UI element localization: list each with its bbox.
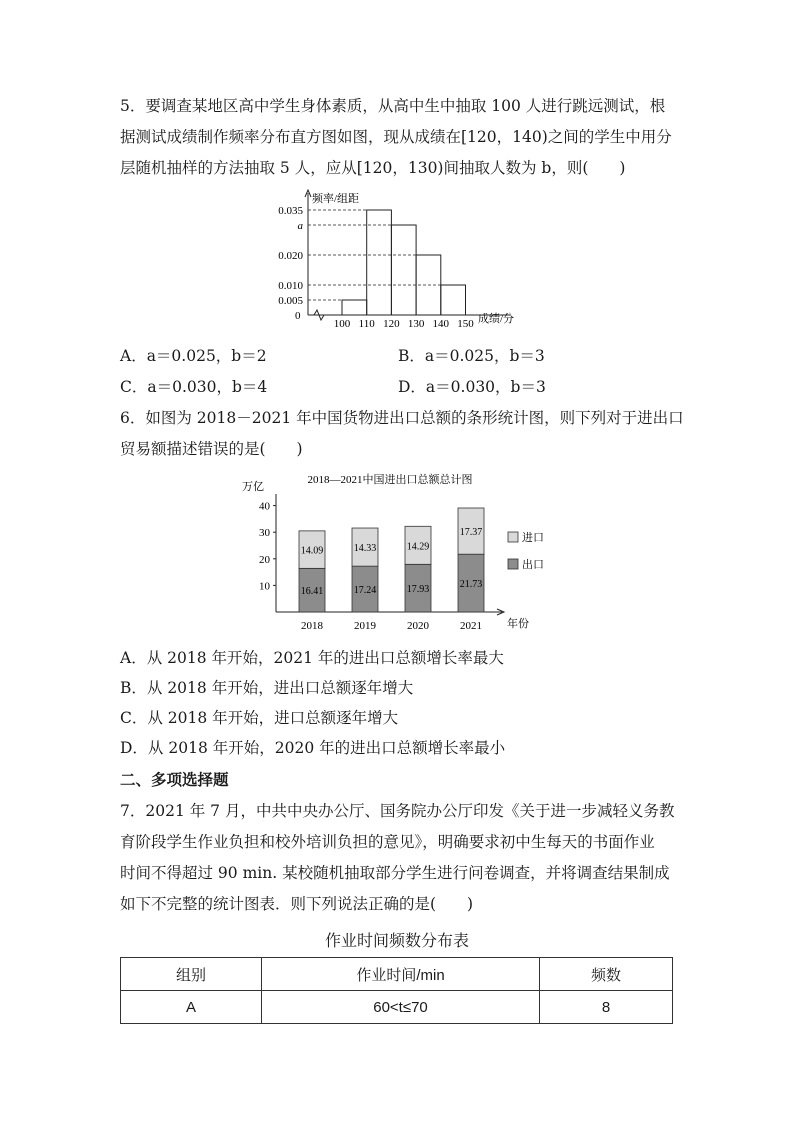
legend-swatch-export — [508, 559, 518, 569]
q7-line-2: 育阶段学生作业负担和校外培训负担的意见》，明确要求初中生每天的书面作业 — [120, 833, 655, 851]
cell-group: A — [121, 991, 262, 1024]
legend-label-import: 进口 — [522, 532, 544, 544]
y-tick-label: 40 — [259, 500, 270, 513]
y-tick-label: 0.035 — [278, 205, 303, 217]
y-axis-label: 万亿 — [242, 481, 264, 493]
legend-label-export: 出口 — [522, 559, 544, 571]
q6-line-2: 贸易额描述错误的是( ) — [120, 440, 303, 458]
q7-line-1: 7．2021 年 7 月，中共中央办公厅、国务院办公厅印发《关于进一步减轻义务教 — [120, 802, 675, 820]
histogram-bar — [441, 285, 466, 315]
y-tick-label: 0.010 — [278, 280, 303, 292]
table-caption: 作业时间频数分布表 — [324, 933, 469, 950]
x-axis-label: 年份 — [507, 618, 529, 630]
x-tick-label: 120 — [383, 318, 400, 330]
table-header-row — [121, 958, 673, 991]
x-tick-label: 110 — [358, 318, 375, 330]
y-tick-label: 20 — [259, 553, 270, 566]
cell-frequency: 8 — [540, 991, 673, 1024]
q6-line-1: 6．如图为 2018－2021 年中国货物进出口总额的条形统计图，则下列对于进出口 — [120, 409, 684, 427]
chart-title: 2018—2021中国进出口总额总计图 — [307, 474, 473, 486]
data-label-import: 14.33 — [353, 543, 377, 555]
q5-option-d: D．a＝0.030，b＝3 — [398, 378, 546, 396]
y-tick-label: a — [297, 220, 303, 232]
x-tick-label: 2019 — [354, 620, 376, 632]
q5-option-c: C．a＝0.030，b＝4 — [120, 378, 268, 396]
x-tick-label: 2020 — [407, 620, 429, 632]
q5-line-1: 5．要调查某地区高中学生身体素质，从高中生中抽取 100 人进行跳远测试，根 — [120, 97, 666, 115]
trade-stacked-bar-chart — [240, 466, 560, 636]
x-tick-label: 130 — [407, 318, 425, 330]
frequency-table — [120, 957, 673, 1024]
q6-option-c: C．从 2018 年开始，进口总额逐年增大 — [120, 709, 399, 727]
data-label-import: 14.29 — [406, 541, 430, 553]
frequency-histogram — [260, 185, 530, 330]
x-tick-label: 2021 — [460, 620, 482, 632]
x-axis-label: 成绩/分 — [478, 313, 515, 325]
q6-option-a: A．从 2018 年开始，2021 年的进出口总额增长率最大 — [120, 649, 504, 667]
data-label-import: 17.37 — [459, 527, 483, 539]
y-tick-label: 0.005 — [278, 295, 303, 307]
section-heading: 二、多项选择题 — [120, 770, 229, 789]
x-tick-label: 140 — [432, 318, 450, 330]
data-label-import: 14.09 — [300, 545, 324, 557]
x-tick-label: 100 — [333, 318, 351, 330]
q5-line-2: 据测试成绩制作频率分布直方图如图，现从成绩在[120，140)之间的学生中用分 — [120, 128, 672, 146]
y-tick-label: 30 — [259, 527, 270, 540]
q6-option-d: D．从 2018 年开始，2020 年的进出口总额增长率最小 — [120, 739, 506, 757]
header-frequency: 频数 — [540, 958, 673, 991]
x-tick-label: 2018 — [301, 620, 323, 632]
y-axis-label: 频率/组距 — [312, 193, 360, 205]
x-tick-label: 150 — [457, 318, 474, 330]
data-label-export: 16.41 — [300, 586, 324, 598]
q7-line-4: 如下不完整的统计图表．则下列说法正确的是( ) — [120, 895, 474, 913]
data-label-export: 21.73 — [459, 579, 483, 591]
q5-option-a: A．a＝0.025，b＝2 — [120, 347, 267, 365]
y-tick-label: 0.020 — [278, 250, 303, 262]
data-label-export: 17.93 — [406, 584, 430, 596]
y-tick-label: 10 — [259, 580, 270, 593]
legend-swatch-import — [508, 532, 518, 542]
q6-option-b: B．从 2018 年开始，进出口总额逐年增大 — [120, 679, 414, 697]
header-time: 作业时间/min — [262, 958, 540, 991]
histogram-bar — [367, 210, 392, 315]
table-row — [121, 991, 673, 1024]
histogram-bar — [391, 225, 416, 315]
q5-line-3: 层随机抽样的方法抽取 5 人，应从[120，130)间抽取人数为 b，则( ) — [120, 159, 626, 177]
histogram-bar — [342, 300, 367, 315]
origin-label: 0 — [295, 310, 301, 322]
header-group: 组别 — [121, 958, 262, 991]
q5-option-b: B．a＝0.025，b＝3 — [398, 347, 545, 365]
cell-time: 60<t≤70 — [262, 991, 540, 1024]
data-label-export: 17.24 — [353, 585, 377, 597]
q7-line-3: 时间不得超过 90 min. 某校随机抽取部分学生进行问卷调查，并将调查结果制成 — [120, 864, 670, 882]
